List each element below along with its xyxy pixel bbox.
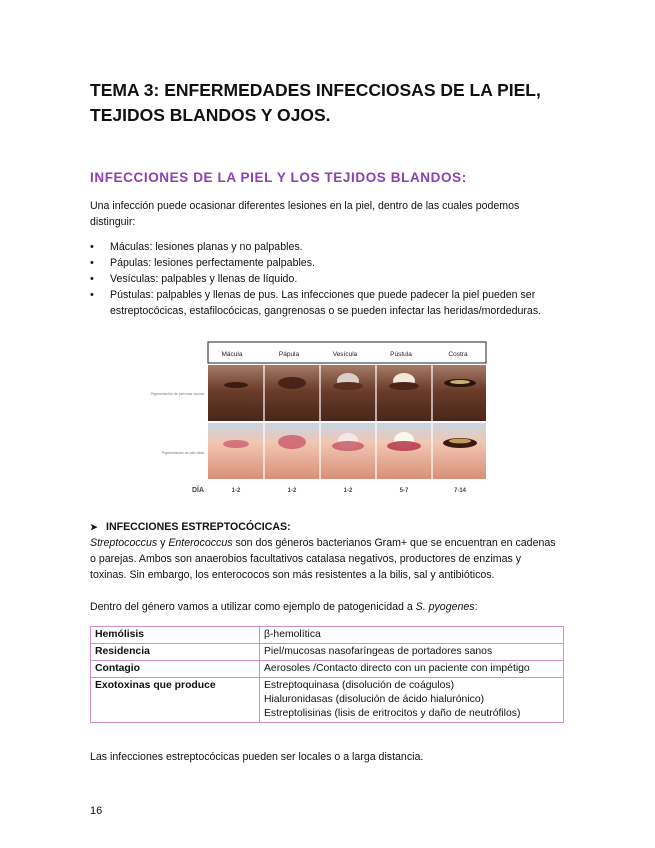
table-value: Piel/mucosas nasofaríngeas de portadores sanos	[260, 644, 564, 661]
day-value: 1-2	[231, 488, 241, 494]
skin-lesion-figure	[151, 340, 490, 498]
lesion-list	[90, 239, 558, 319]
row-label-dark: Pigmentación de piel más oscura	[151, 392, 204, 396]
stage-label: Vesícula	[332, 351, 358, 358]
table-row	[91, 661, 564, 678]
genus-connector: y	[157, 537, 169, 549]
day-value: 1-2	[343, 488, 353, 494]
day-label: DÍA	[191, 487, 205, 494]
table-key: Residencia	[91, 644, 260, 661]
title-line-2: TEJIDOS BLANDOS Y OJOS.	[90, 105, 331, 125]
toxin-line: Estreptolisinas (lisis de eritrocitos y daño de neutrófilos)	[264, 708, 521, 719]
day-value: 1-2	[287, 488, 297, 494]
toxin-line: Hialuronidasas (disolución de ácido hialurónico)	[264, 694, 485, 705]
table-value	[260, 678, 564, 723]
table-key: Exotoxinas que produce	[91, 678, 260, 723]
list-item: • Pápulas: lesiones perfectamente palpables.	[90, 255, 558, 271]
list-item: • Pústulas: palpables y llenas de pus. Las infecciones que puede padecer la piel pueden ser estreptocócicas, estafilocócicas, gangrenosas o se pueden infectar las heridas/mordeduras.	[90, 287, 558, 319]
subheading	[90, 521, 291, 533]
stage-label: Mácula	[221, 351, 243, 358]
row-label-light: Pigmentación de piel clara	[161, 451, 204, 455]
light-skin-row	[208, 423, 486, 479]
genus-streptococcus: Streptococcus	[90, 537, 158, 549]
page-number: 16	[90, 805, 103, 817]
arrow-bullet-icon: ➤	[90, 522, 98, 532]
day-value: 5-7	[399, 488, 409, 494]
list-item: • Máculas: lesiones planas y no palpables.	[90, 239, 558, 255]
table-row	[91, 627, 564, 644]
intro-paragraph: Una infección puede ocasionar diferentes lesiones en la piel, dentro de las cuales podemos distinguir:	[90, 200, 520, 228]
stage-label: Pústula	[390, 351, 412, 358]
pyogenes-table	[90, 626, 564, 723]
genus-paragraph-end: :	[474, 601, 478, 613]
stage-label: Pápula	[278, 351, 300, 358]
genus-enterococcus: Enterococcus	[168, 537, 233, 549]
strep-paragraph	[90, 535, 558, 583]
page-title	[90, 78, 590, 128]
table-key: Contagio	[91, 661, 260, 678]
list-item: • Vesículas: palpables y llenas de líquido.	[90, 271, 558, 287]
stage-label: Costra	[448, 351, 468, 358]
toxin-line: Estreptoquinasa (disolución de coágulos)	[264, 680, 455, 691]
closing-paragraph: Las infecciones estreptocócicas pueden ser locales o a larga distancia.	[90, 751, 424, 763]
day-value: 7-14	[453, 488, 467, 494]
table-key: Hemólisis	[91, 627, 260, 644]
strep-paragraph-text: son dos géneros bacterianos Gram+ que se encuentran en cadenas o parejas. Ambos son anaerobios facultativos catalasa negativos, productores de enzimas y toxinas. Sin embargo, los enterococos son más resistentes a la bilis, sal y antibióticos.	[90, 537, 556, 581]
genus-paragraph	[90, 599, 558, 615]
subheading-text: INFECCIONES ESTREPTOCÓCICAS:	[106, 521, 291, 533]
table-row	[91, 678, 564, 723]
table-value: Aerosoles /Contacto directo con un paciente con impétigo	[260, 661, 564, 678]
title-line-1: TEMA 3: ENFERMEDADES INFECCIOSAS DE LA PIEL,	[90, 80, 541, 100]
section-heading: INFECCIONES DE LA PIEL Y LOS TEJIDOS BLANDOS:	[90, 170, 467, 185]
genus-paragraph-text: Dentro del género vamos a utilizar como ejemplo de patogenicidad a	[90, 601, 416, 613]
table-value: β-hemolítica	[260, 627, 564, 644]
table-row	[91, 644, 564, 661]
dark-skin-row	[208, 365, 486, 421]
species-name: S. pyogenes	[415, 601, 475, 613]
